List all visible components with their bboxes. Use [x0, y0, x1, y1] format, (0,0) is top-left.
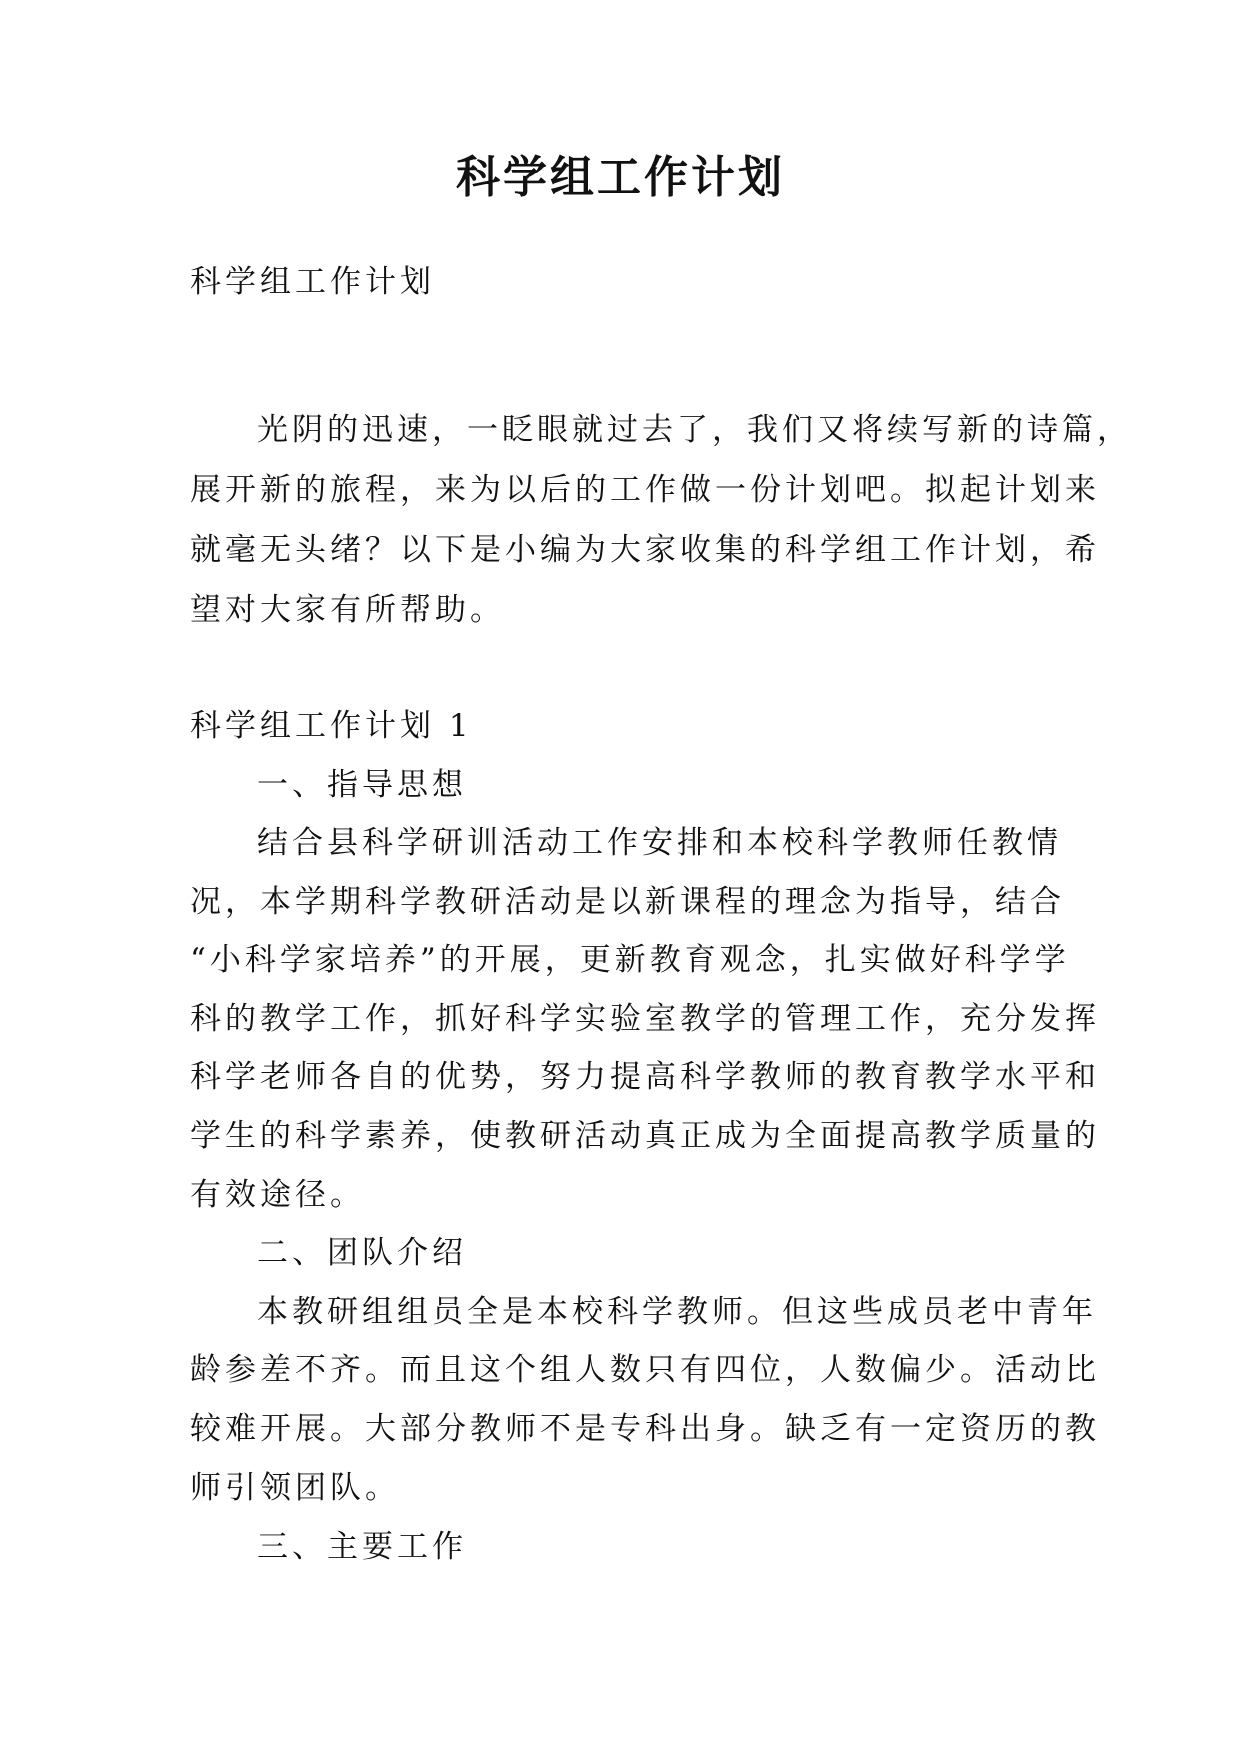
paragraph-line: 科的教学工作，抓好科学实验室教学的管理工作，充分发挥 [190, 1001, 1100, 1037]
section-heading: 三、主要工作 [257, 1529, 467, 1565]
intro-line: 望对大家有所帮助。 [190, 592, 505, 628]
paragraph-line: “小科学家培养”的开展，更新教育观念，扎实做好科学学 [190, 942, 1070, 978]
paragraph-line: 本教研组组员全是本校科学教师。但这些成员老中青年 [257, 1294, 1097, 1330]
document-subtitle: 科学组工作计划 [190, 264, 435, 300]
intro-line: 就毫无头绪？以下是小编为大家收集的科学组工作计划，希 [190, 532, 1100, 568]
paragraph-line: 师引领团队。 [190, 1470, 400, 1506]
section-heading: 一、指导思想 [257, 767, 467, 803]
document-title: 科学组工作计划 [456, 152, 785, 203]
paragraph-line: 结合县科学研训活动工作安排和本校科学教师任教情 [257, 825, 1062, 861]
paragraph-line: 学生的科学素养，使教研活动真正成为全面提高教学质量的 [190, 1118, 1100, 1154]
intro-line: 展开新的旅程，来为以后的工作做一份计划吧。拟起计划来 [190, 472, 1100, 508]
paragraph-line: 较难开展。大部分教师不是专科出身。缺乏有一定资历的教 [190, 1411, 1100, 1447]
section-heading: 二、团队介绍 [257, 1235, 467, 1271]
paragraph-line: 有效途径。 [190, 1177, 365, 1213]
paragraph-line: 况，本学期科学教研活动是以新课程的理念为指导，结合 [190, 884, 1065, 920]
paragraph-line: 龄参差不齐。而且这个组人数只有四位，人数偏少。活动比 [190, 1352, 1100, 1388]
paragraph-line: 科学老师各自的优势，努力提高科学教师的教育教学水平和 [190, 1059, 1100, 1095]
intro-line: 光阴的迅速，一眨眼就过去了，我们又将续写新的诗篇， [257, 412, 1132, 448]
section-title: 科学组工作计划 1 [190, 708, 473, 744]
